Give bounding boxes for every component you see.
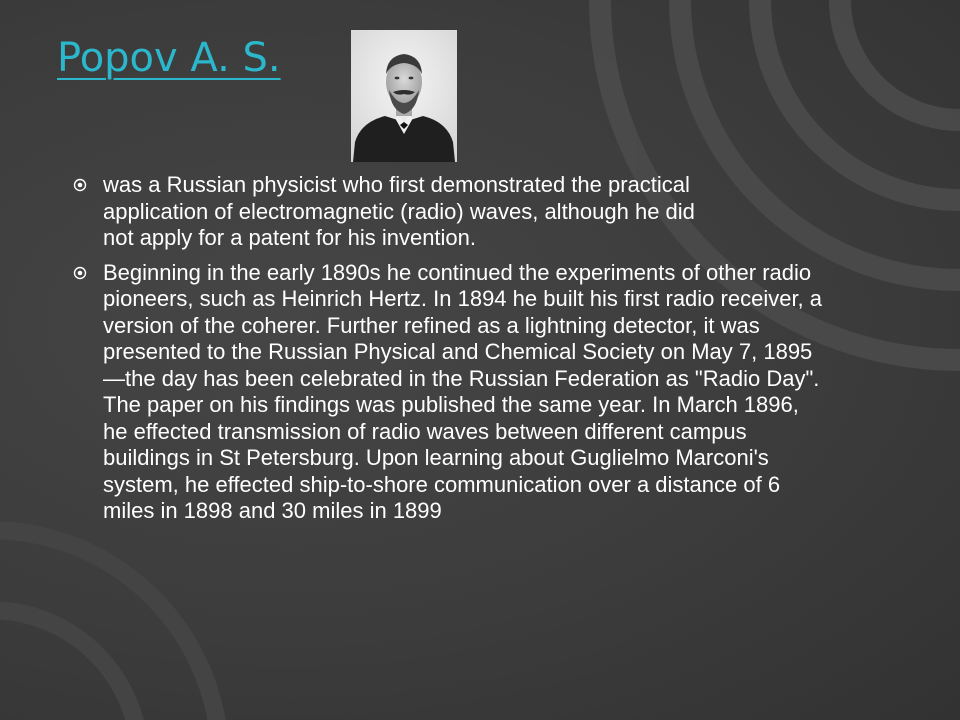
circle-dot-bullet-icon: [73, 178, 87, 192]
bullet-text-1: was a Russian physicist who first demonstrated the practical application of electromagnetic (radio) waves, although he did not apply for a patent for his invention.: [103, 172, 695, 250]
circle-dot-bullet-icon: [73, 266, 87, 280]
bullet-list: [73, 172, 823, 525]
portrait-image: [351, 30, 457, 162]
bullet-item-1: [73, 172, 823, 252]
bullet-text-2: Beginning in the early 1890s he continued the experiments of other radio pioneers, such as Heinrich Hertz. In 1894 he built his first radio receiver, a version of the coherer. Further refined as a lightning detector, it was presented to the Russian Physical and Chemical Society on May 7, 1895—the day has been celebrated in the Russian Federation as "Radio Day". The paper on his findings was published the same year. In March 1896, he effected transmission of radio waves between different campus buildings in St Petersburg. Upon learning about Guglielmo Marconi's system, he effected ship-to-shore communication over a distance of 6 miles in 1898 and 30 miles in 1899: [103, 259, 823, 523]
slide-title-link[interactable]: Popov A. S.: [57, 35, 281, 81]
bullet-item-2: [73, 260, 823, 525]
